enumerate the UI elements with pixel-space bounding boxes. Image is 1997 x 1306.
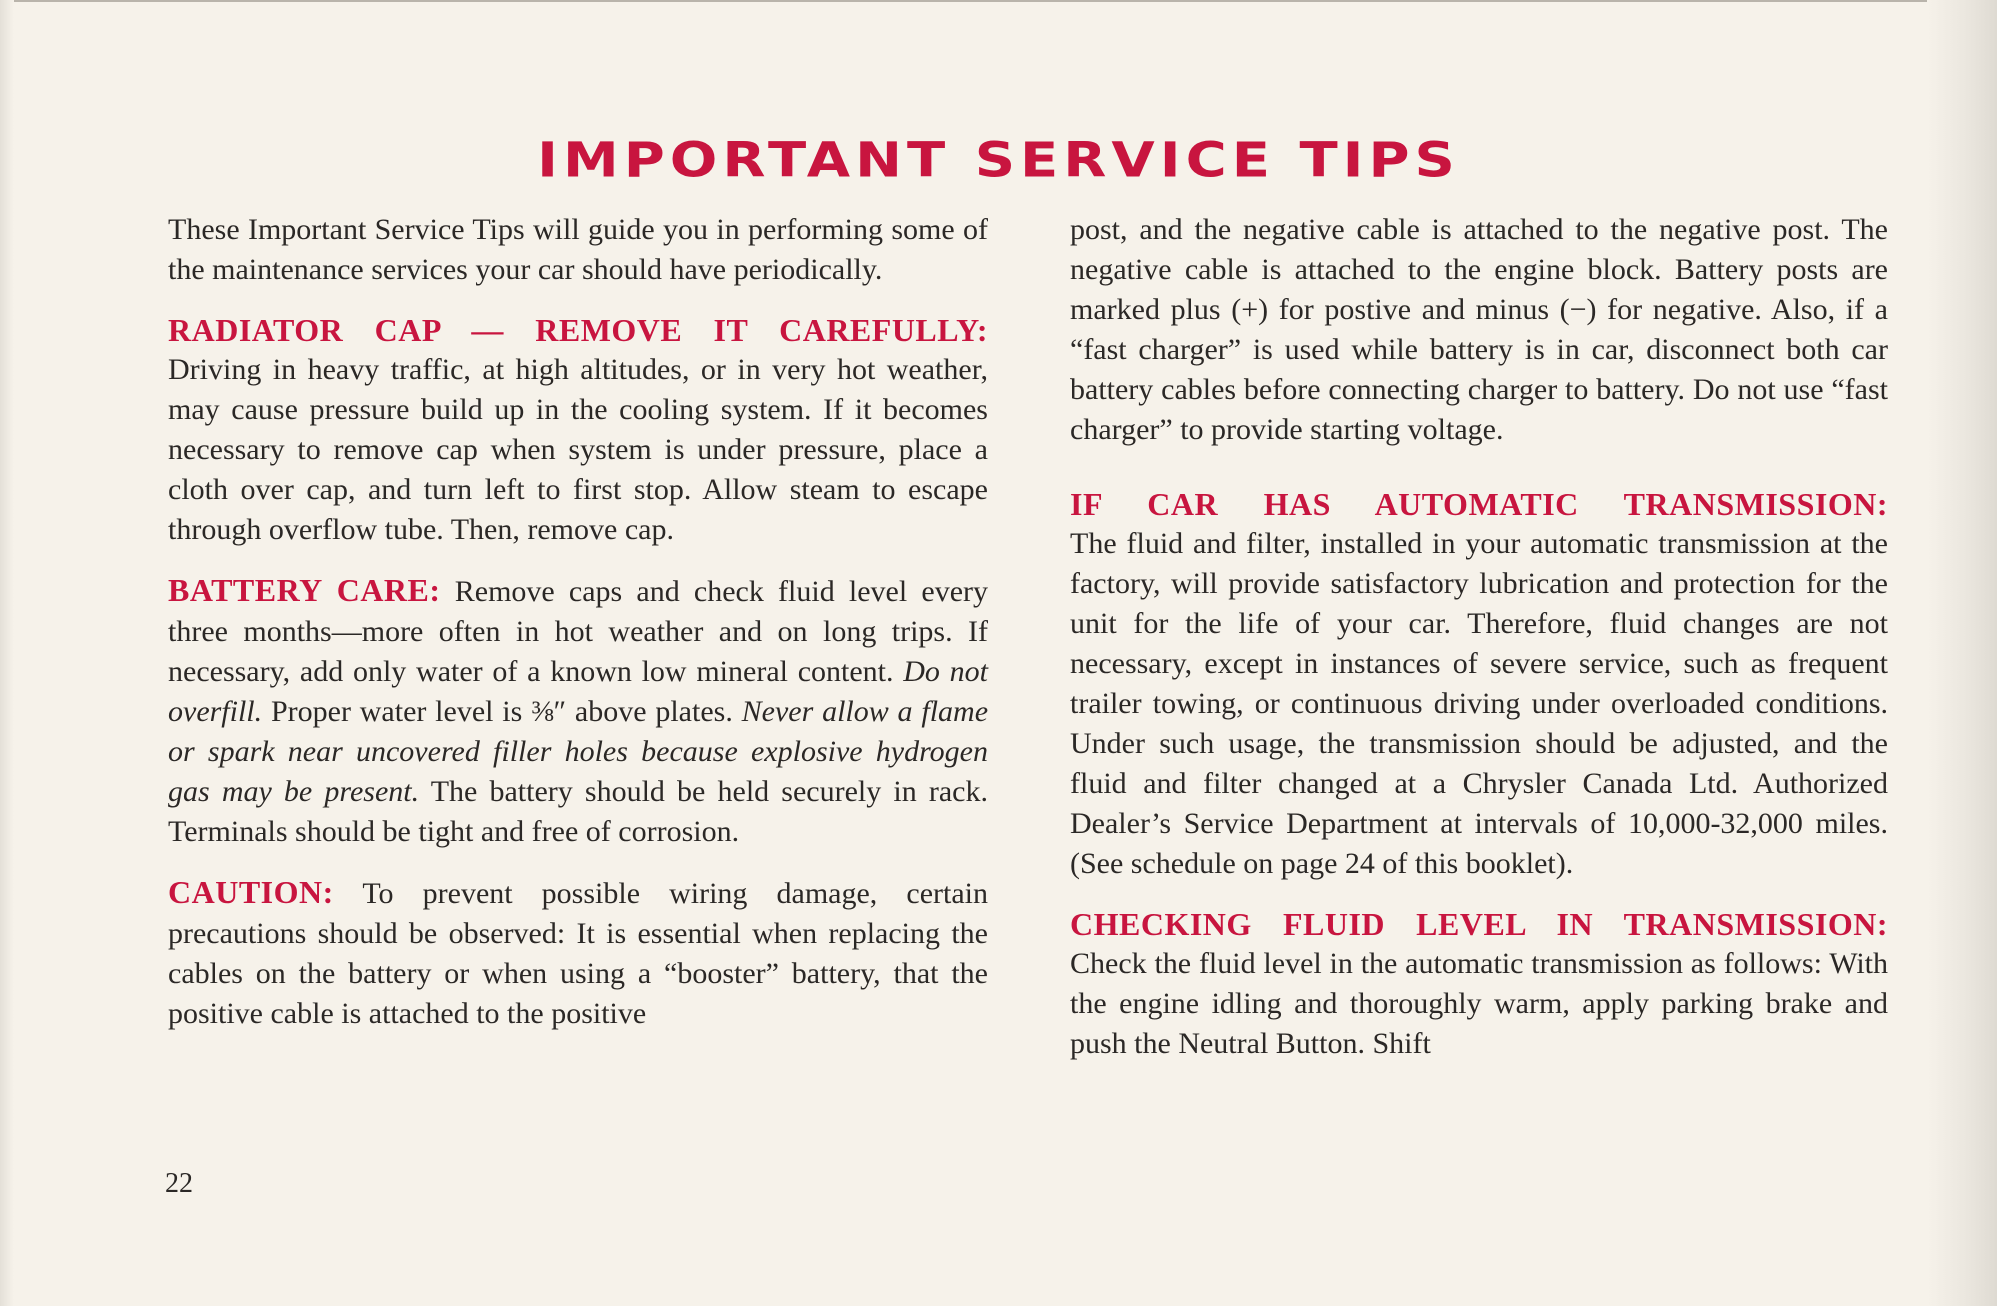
radiator-section [168,310,988,550]
battery-body-2: Proper water level is ⅜″ above plates. [270,695,733,728]
battery-body-3: The battery should be held securely in rack. Terminals should be tight and free of corrosion. [168,775,988,848]
battery-heading: BATTERY CARE: [168,572,441,608]
page-title: IMPORTANT SERVICE TIPS [537,132,1460,189]
automatic-transmission-section [1070,484,1888,884]
battery-warning-flame: Never allow a flame or spark near uncovered filler holes because explosive hydrogen gas may be present. [168,695,989,808]
checking-fluid-heading: CHECKING FLUID LEVEL IN TRANSMISSION: [1070,906,1888,942]
battery-body-1: Remove caps and check fluid level every three months—more often in hot weather and on long trips. If necessary, add only water of a known low mineral content. [168,575,989,688]
automatic-transmission-heading: IF CAR HAS AUTOMATIC TRANSMISSION: [1070,486,1888,522]
caution-body: To prevent possible wiring damage, certain precautions should be observed: It is essential when replacing the cables on the battery or when using a “booster” battery, that the positive cable is attached to the positive [168,877,988,1030]
battery-continuation: post, and the negative cable is attached to the negative post. The negative cable is attached to the engine block. Battery posts are marked plus (+) for postive and minus (−) for negative. Also, if a “fast charger” is used while battery is in car, disconnect both car battery cables before connecting charger to battery. Do not use “fast charger” to provide starting voltage. [1070,213,1888,446]
page-top-edge [0,0,1997,2]
battery-section [168,570,988,852]
radiator-body: Driving in heavy traffic, at high altitudes, or in very hot weather, may cause pressure build up in the cooling system. If it becomes necessary to remove cap when system is under pressure, place a cloth over cap, and turn left to first stop. Allow steam to escape through overflow tube. Then, remove cap. [168,353,988,546]
automatic-transmission-body: The fluid and filter, installed in your automatic transmission at the factory, will provide satisfactory lubrication and protection for the unit for the life of your car. Therefore, fluid changes are not necessary, except in instances of severe service, such as frequent trailer towing, or continuous driving under overloaded conditions. Under such usage, the transmission should be adjusted, and the fluid and filter changed at a Chrysler Canada Ltd. Authorized Dealer’s Service Department at intervals of 10,000-32,000 miles. (See schedule on page 24 of this booklet). [1070,527,1888,880]
caution-heading: CAUTION: [168,874,334,910]
page-left-edge [0,0,14,1306]
checking-fluid-section [1070,904,1888,1064]
checking-fluid-body: Check the fluid level in the automatic transmission as follows: With the engine idling and thoroughly warm, apply parking brake and push the Neutral Button. Shift [1070,947,1888,1060]
battery-warning-overfill: Do not overfill. [168,655,989,728]
page-number: 22 [165,1168,193,1199]
radiator-heading: RADIATOR CAP — REMOVE IT CAREFULLY: [168,312,988,348]
page-gutter-shadow [1927,0,1997,1306]
left-column [168,210,988,1054]
caution-section [168,872,988,1034]
right-column [1070,210,1888,1084]
intro-paragraph: These Important Service Tips will guide you in performing some of the maintenance services your car should have periodically. [168,213,988,286]
